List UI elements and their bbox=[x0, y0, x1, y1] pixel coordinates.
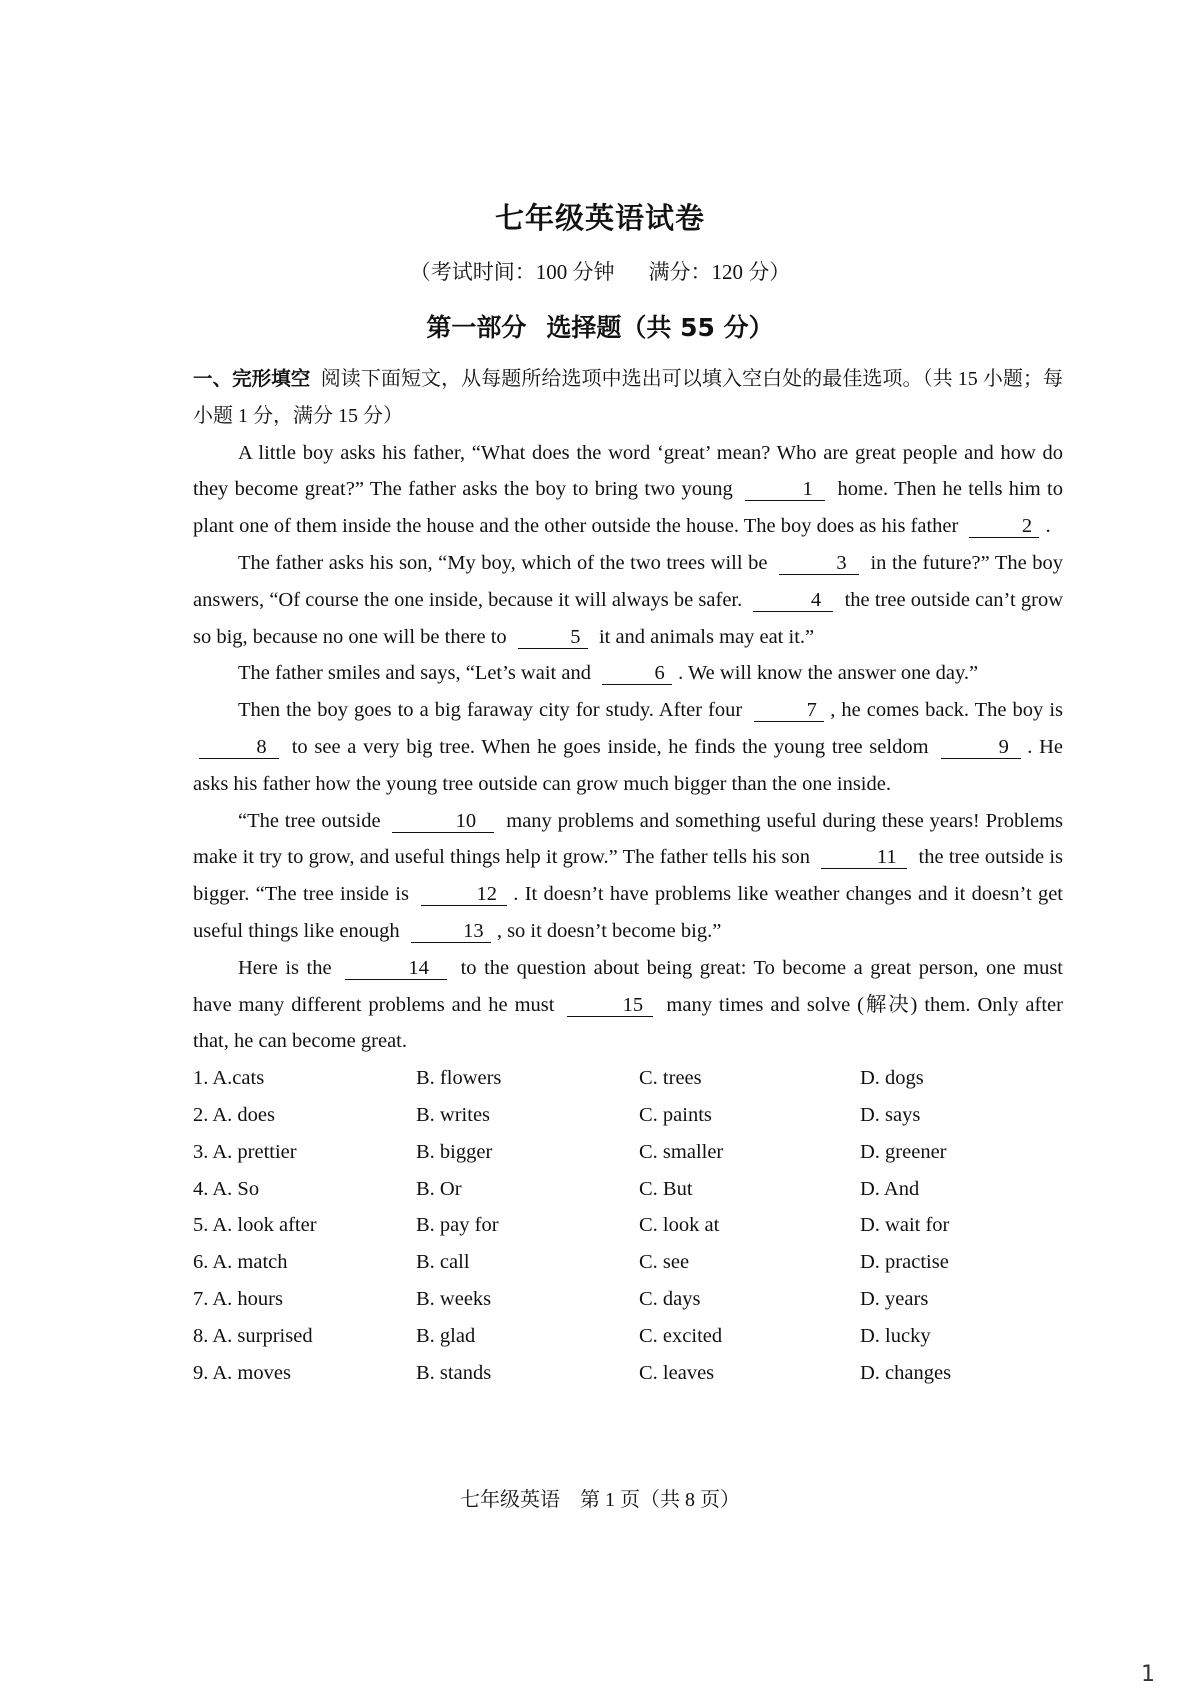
blank-5: 5 bbox=[518, 626, 588, 649]
blank-7: 7 bbox=[754, 699, 824, 722]
option-a: 1. A.cats bbox=[193, 1067, 265, 1090]
passage-text: it and animals may eat it.” bbox=[598, 625, 815, 648]
exam-time: （考试时间：100 分钟 bbox=[409, 260, 615, 284]
blank-3: 3 bbox=[779, 552, 859, 575]
option-d: D. And bbox=[860, 1177, 920, 1200]
option-c: C. days bbox=[639, 1287, 701, 1310]
passage-text: Then the boy goes to a big faraway city for study. After four bbox=[238, 699, 743, 722]
passage-paragraph-6 bbox=[193, 950, 1063, 1060]
options-row-1 bbox=[193, 1060, 1063, 1097]
passage-paragraph-3 bbox=[193, 655, 1063, 692]
option-a: 9. A. moves bbox=[193, 1361, 291, 1384]
option-c: C. But bbox=[639, 1177, 693, 1200]
passage-text: the tree outside can’t grow so big, because no one will be there to bbox=[193, 588, 1064, 648]
passage-text: The father smiles and says, “Let’s wait and bbox=[238, 662, 591, 685]
section-instruction bbox=[193, 361, 1063, 435]
full-score: 满分：120 分） bbox=[648, 260, 791, 284]
passage-paragraph-4 bbox=[193, 692, 1063, 802]
page-number: 1 bbox=[1141, 1662, 1155, 1687]
passage-paragraph-1 bbox=[193, 435, 1063, 545]
option-d: D. changes bbox=[860, 1361, 952, 1384]
passage-text: many times and solve (解决) them. Only after that, he can become great. bbox=[193, 993, 1063, 1053]
passage-text: to the question about being great: To become a great person, one must have many different problems and he must bbox=[193, 956, 1064, 1016]
passage-text: . It doesn’t have problems like weather changes and it doesn’t get useful things like enough bbox=[193, 883, 1063, 942]
option-c: C. look at bbox=[639, 1214, 720, 1237]
passage-text: The father asks his son, “My boy, which of the two trees will be bbox=[238, 551, 768, 574]
options-row-6 bbox=[193, 1244, 1063, 1281]
option-c: C. paints bbox=[639, 1103, 712, 1126]
blank-14: 14 bbox=[345, 957, 447, 980]
passage-text: home. Then he tells him to plant one of them inside the house and the other outside the house. The boy does as his father bbox=[193, 478, 1063, 538]
option-c: C. excited bbox=[639, 1324, 723, 1347]
option-c: C. smaller bbox=[639, 1140, 724, 1163]
passage-text: to see a very big tree. When he goes inside, he finds the young tree seldom bbox=[291, 735, 929, 758]
section-cloze bbox=[193, 361, 1063, 1391]
blank-10: 10 bbox=[392, 810, 494, 833]
passage-text: many problems and something useful during these years! Problems make it try to grow, and useful things help it grow.” The father tells his son bbox=[193, 809, 1064, 869]
options-row-2 bbox=[193, 1097, 1063, 1134]
option-d: D. greener bbox=[860, 1140, 947, 1163]
options-row-3 bbox=[193, 1134, 1063, 1171]
section-heading: 一、完形填空 bbox=[193, 367, 311, 390]
option-c: C. leaves bbox=[639, 1361, 715, 1384]
option-c: C. trees bbox=[639, 1067, 702, 1090]
option-d: D. says bbox=[860, 1103, 921, 1126]
passage-text: Here is the bbox=[238, 956, 332, 979]
blank-13: 13 bbox=[411, 920, 491, 943]
option-b: B. glad bbox=[416, 1324, 476, 1347]
option-a: 3. A. prettier bbox=[193, 1140, 297, 1163]
blank-1: 1 bbox=[745, 478, 825, 501]
option-d: D. years bbox=[860, 1287, 929, 1310]
option-a: 2. A. does bbox=[193, 1103, 275, 1126]
option-d: D. practise bbox=[860, 1251, 949, 1274]
section-instruction-text: 阅读下面短文，从每题所给选项中选出可以填入空白处的最佳选项。（共 15 小题；每小题 1 分，满分 15 分） bbox=[193, 368, 1063, 427]
passage-paragraph-2 bbox=[193, 545, 1063, 655]
option-b: B. flowers bbox=[416, 1067, 502, 1090]
passage-text: the tree outside is bigger. “The tree inside is bbox=[193, 846, 1063, 906]
option-c: C. see bbox=[639, 1251, 690, 1274]
passage-paragraph-5 bbox=[193, 803, 1063, 950]
passage-text: . We will know the answer one day.” bbox=[678, 662, 979, 685]
option-a: 7. A. hours bbox=[193, 1287, 283, 1310]
passage-text: A little boy asks his father, “What does the word ‘great’ mean? Who are great people and how do they become great?” The father asks the boy to bring two young bbox=[193, 441, 1063, 501]
option-d: D. lucky bbox=[860, 1324, 931, 1347]
passage-text: . He asks his father how the young tree outside can grow much bigger than the one inside. bbox=[193, 735, 1064, 795]
option-b: B. bigger bbox=[416, 1140, 493, 1163]
part-title: 第一部分 bbox=[426, 313, 527, 342]
blank-2: 2 bbox=[969, 515, 1039, 538]
option-b: B. Or bbox=[416, 1177, 462, 1200]
exam-info bbox=[0, 256, 1200, 286]
blank-4: 4 bbox=[753, 589, 833, 612]
blank-11: 11 bbox=[821, 846, 907, 869]
part-heading bbox=[0, 308, 1200, 344]
blank-15: 15 bbox=[567, 994, 653, 1017]
blank-6: 6 bbox=[602, 662, 672, 685]
option-a: 8. A. surprised bbox=[193, 1324, 313, 1347]
options-row-4 bbox=[193, 1171, 1063, 1208]
option-a: 5. A. look after bbox=[193, 1214, 317, 1237]
option-b: B. call bbox=[416, 1251, 470, 1274]
option-a: 6. A. match bbox=[193, 1251, 288, 1274]
passage-text: , so it doesn’t become big.” bbox=[496, 919, 722, 942]
option-a: 4. A. So bbox=[193, 1177, 260, 1200]
options-row-5 bbox=[193, 1207, 1063, 1244]
passage-text: in the future?” The boy answers, “Of course the one inside, because it will always be safer. bbox=[193, 551, 1063, 611]
blank-9: 9 bbox=[941, 736, 1021, 759]
options-row-9 bbox=[193, 1355, 1063, 1392]
blank-12: 12 bbox=[421, 883, 507, 906]
option-b: B. writes bbox=[416, 1103, 491, 1126]
passage-text: . bbox=[1045, 515, 1051, 538]
passage-text: , he comes back. The boy is bbox=[830, 699, 1064, 722]
option-d: D. dogs bbox=[860, 1067, 924, 1090]
options-row-8 bbox=[193, 1318, 1063, 1355]
option-b: B. weeks bbox=[416, 1287, 492, 1310]
page-footer: 七年级英语 第 1 页（共 8 页） bbox=[460, 1489, 740, 1511]
blank-8: 8 bbox=[199, 736, 279, 759]
option-d: D. wait for bbox=[860, 1214, 950, 1237]
passage-text: “The tree outside bbox=[238, 809, 381, 832]
option-b: B. pay for bbox=[416, 1214, 499, 1237]
part-subtitle: 选择题（共 55 分） bbox=[546, 313, 774, 342]
page-title: 七年级英语试卷 bbox=[494, 201, 705, 235]
options-list bbox=[193, 1060, 1063, 1391]
options-row-7 bbox=[193, 1281, 1063, 1318]
option-b: B. stands bbox=[416, 1361, 492, 1384]
